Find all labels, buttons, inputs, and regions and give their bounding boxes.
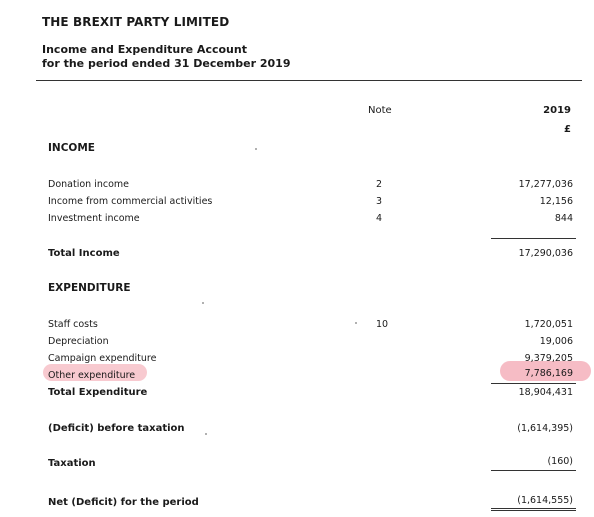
net-deficit-label: Net (Deficit) for the period <box>48 497 199 508</box>
statement-title: Income and Expenditure Account <box>42 43 247 56</box>
scan-speck <box>255 148 257 150</box>
statement-period: for the period ended 31 December 2019 <box>42 57 291 70</box>
taxation-label: Taxation <box>48 458 96 469</box>
expenditure-section-title: EXPENDITURE <box>48 282 131 294</box>
expenditure-row-value: 7,786,169 <box>524 368 573 379</box>
expenditure-row-label: Other expenditure <box>48 370 136 381</box>
total-expenditure-label: Total Expenditure <box>48 387 148 398</box>
expenditure-row-value: 19,006 <box>539 336 573 347</box>
expenditure-row-note: 10 <box>376 319 389 330</box>
income-row-note: 4 <box>376 213 383 224</box>
deficit-before-tax-label: (Deficit) before taxation <box>48 423 185 434</box>
income-row-value: 844 <box>554 213 573 224</box>
total-expenditure-value: 18,904,431 <box>518 387 573 398</box>
company-name: THE BREXIT PARTY LIMITED <box>42 15 230 29</box>
income-section-title: INCOME <box>48 142 95 154</box>
total-income-label: Total Income <box>48 248 120 259</box>
note-column-header: Note <box>368 105 392 116</box>
income-subtotal-rule <box>491 238 576 239</box>
deficit-before-tax-value: (1,614,395) <box>517 423 573 434</box>
expenditure-row-label: Campaign expenditure <box>48 353 157 364</box>
expenditure-row-label: Staff costs <box>48 319 98 330</box>
income-row-note: 2 <box>376 179 383 190</box>
currency-header: £ <box>564 124 571 135</box>
net-deficit-value: (1,614,555) <box>517 495 573 506</box>
expenditure-row-label: Depreciation <box>48 336 109 347</box>
expenditure-row-value: 9,379,205 <box>524 353 573 364</box>
expenditure-subtotal-rule <box>491 383 576 384</box>
expenditure-row-value: 1,720,051 <box>524 319 573 330</box>
net-deficit-double-rule <box>491 508 576 511</box>
scan-speck <box>202 302 204 304</box>
taxation-value: (160) <box>547 456 573 467</box>
total-income-value: 17,290,036 <box>518 248 573 259</box>
header-divider <box>36 80 582 81</box>
income-row-note: 3 <box>376 196 383 207</box>
income-row-label: Investment income <box>48 213 140 224</box>
income-row-label: Donation income <box>48 179 129 190</box>
scan-speck <box>355 322 357 324</box>
income-row-label: Income from commercial activities <box>48 196 213 207</box>
income-row-value: 17,277,036 <box>518 179 573 190</box>
year-column-header: 2019 <box>543 105 571 116</box>
taxation-rule <box>491 470 576 471</box>
income-row-value: 12,156 <box>539 196 573 207</box>
scan-speck <box>205 433 207 435</box>
